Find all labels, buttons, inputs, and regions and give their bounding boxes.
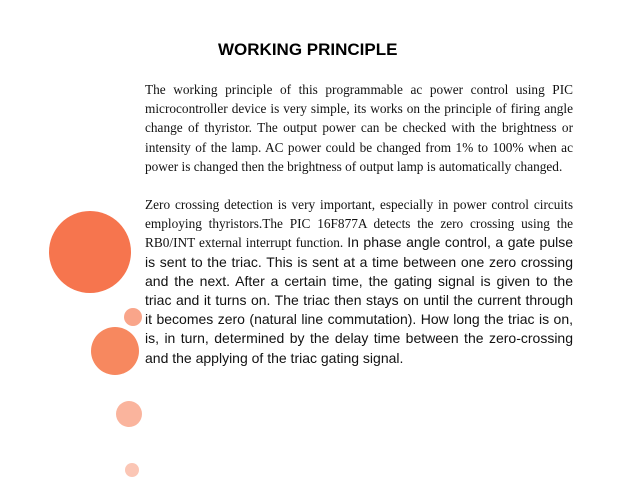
slide-body <box>145 80 573 368</box>
decorative-circle-tiny <box>116 401 142 427</box>
decorative-circle-medium <box>91 327 139 375</box>
paragraph-zero-crossing <box>145 195 573 368</box>
paragraph-zero-crossing-serif: Zero crossing detection is very important, especially in power control circuits employing thyristors.The PIC 16F877A detects the zero crossing using the RB0/INT external interrupt function. <box>145 197 573 251</box>
paragraph-zero-crossing-sans: In phase angle control, a gate pulse is sent to the triac. This is sent at a time between one zero crossing and the next. After a certain time, the gating signal is given to the triac and it turns on. The triac then stays on until the current through it becomes zero (natural line commutation). How long the triac is on, is, in turn, determined by the delay time between the zero-crossing and the applying of the triac gating signal. <box>145 234 573 366</box>
slide-title: WORKING PRINCIPLE <box>218 40 398 59</box>
decorative-circle-small <box>124 308 142 326</box>
paragraph-working-principle: The working principle of this programmable ac power control using PIC microcontroller device is very simple, its works on the principle of firing angle change of thyristor. The output power can be checked with the brightness or intensity of the lamp. AC power could be changed from 1% to 100% when ac power is changed then the brightness of output lamp is automatically changed. <box>145 82 573 174</box>
decorative-circle-mini <box>125 463 139 477</box>
decorative-circle-large <box>49 211 131 293</box>
